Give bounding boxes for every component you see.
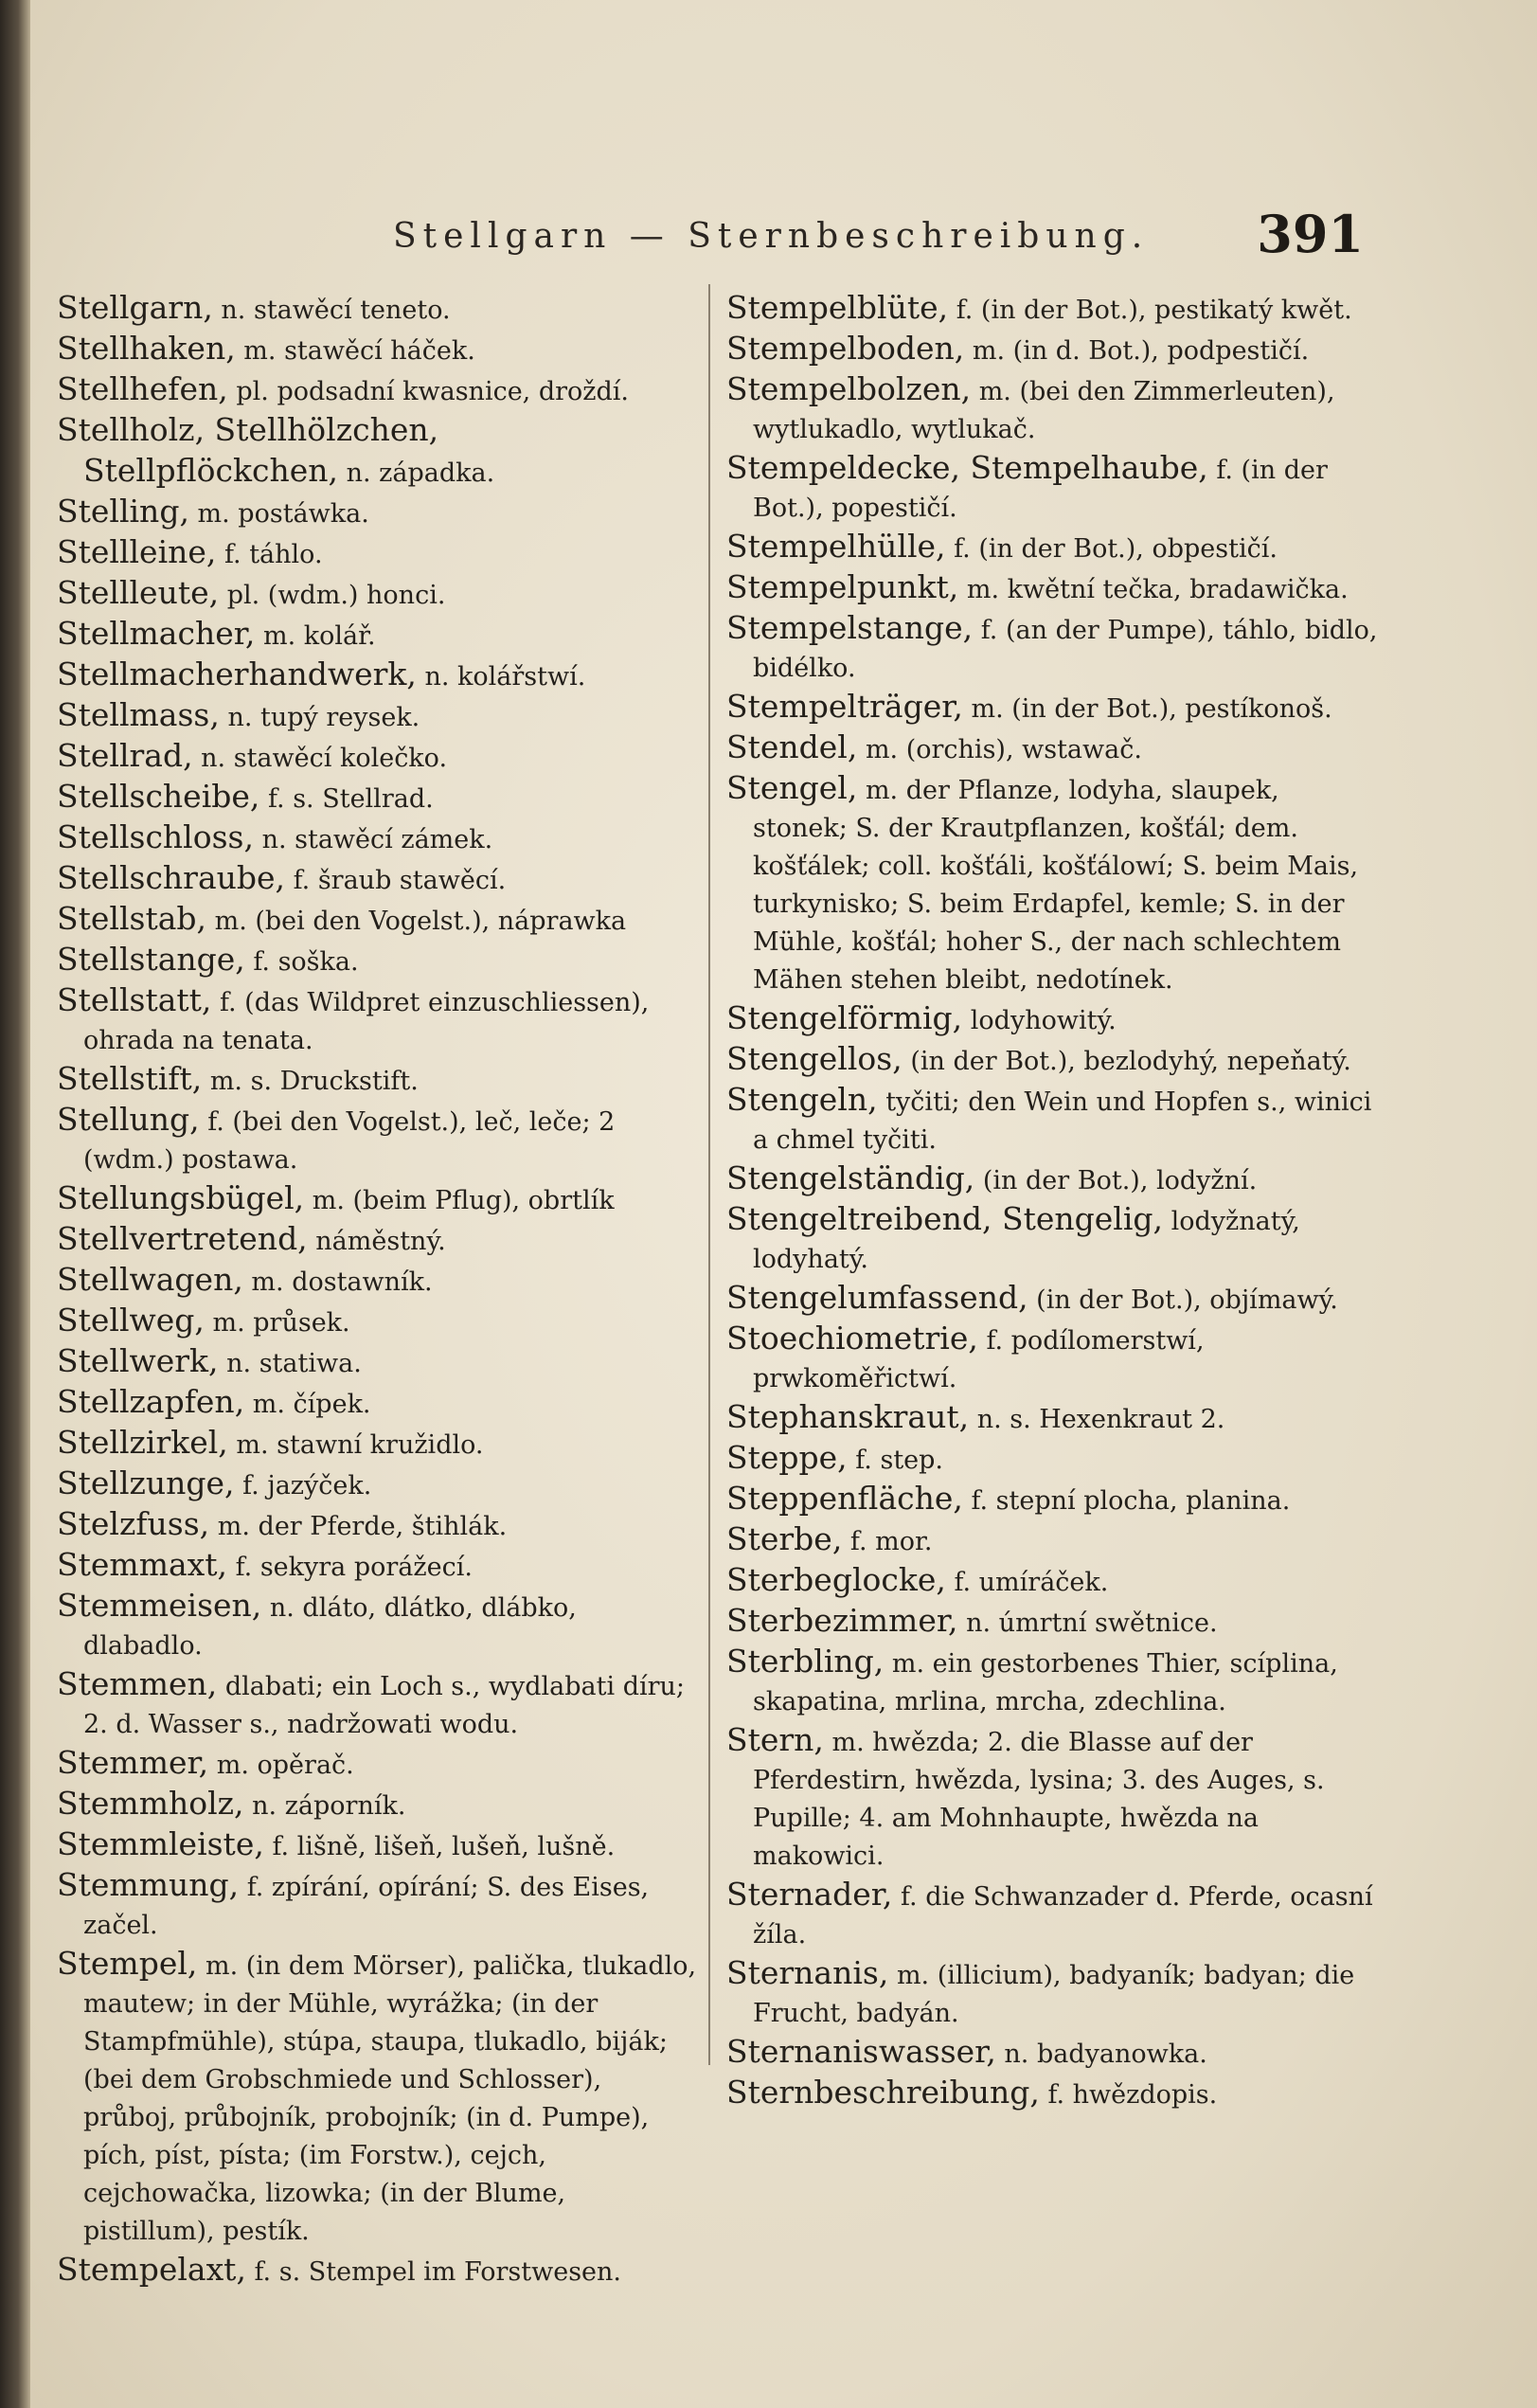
entry-headword: Steppenfläche, xyxy=(726,1480,963,1517)
dictionary-entry xyxy=(726,449,1378,528)
entry-definition: m. postáwka. xyxy=(197,499,369,529)
page-header xyxy=(57,204,1373,270)
dictionary-entry xyxy=(57,1302,701,1342)
entry-headword: Stengeltreibend, Stengelig, xyxy=(726,1200,1164,1237)
entry-headword: Stempelblüte, xyxy=(726,289,949,326)
entry-definition: m. (bei den Vogelst.), náprawka xyxy=(214,907,627,936)
dictionary-entry xyxy=(57,1342,701,1383)
entry-headword: Stellstatt, xyxy=(57,981,212,1018)
entry-headword: Stellmacher, xyxy=(57,615,256,652)
entry-definition: m. kolář. xyxy=(262,621,376,651)
entry-definition: f. podílomerstwí, prwkoměřictwí. xyxy=(753,1326,1205,1393)
entry-headword: Stephanskraut, xyxy=(726,1398,970,1435)
entry-headword: Stempel, xyxy=(57,1945,198,1982)
dictionary-entry xyxy=(726,1040,1378,1081)
entry-definition: f. (in der Bot.), obpestičí. xyxy=(954,534,1278,564)
entry-definition: pl. (wdm.) honci. xyxy=(226,581,446,610)
entry-definition: n. dláto, dlátko, dlábko, dlabadlo. xyxy=(83,1593,577,1661)
entry-definition: f. šraub stawěcí. xyxy=(293,866,507,895)
entry-definition: m. opěrač. xyxy=(216,1751,354,1780)
entry-definition: m. (in der Bot.), pestíkonoš. xyxy=(971,694,1332,724)
running-head: Stellgarn — Sternbeschreibung. xyxy=(393,217,1150,256)
entry-headword: Stellscheibe, xyxy=(57,778,260,815)
entry-definition: f. (in der Bot.), popestičí. xyxy=(753,456,1328,523)
left-column xyxy=(57,289,701,2291)
entry-headword: Stempelträger, xyxy=(726,688,963,725)
entry-headword: Stellwagen, xyxy=(57,1261,243,1298)
dictionary-entry xyxy=(57,1665,701,1744)
entry-definition: f. (bei den Vogelst.), leč, leče; 2 (wdm.) postawa. xyxy=(83,1107,616,1175)
entry-headword: Stemmung, xyxy=(57,1866,240,1903)
right-column xyxy=(726,289,1378,2114)
entry-headword: Stempelstange, xyxy=(726,609,974,646)
entry-headword: Stellholz, Stellhölzchen, Stellpflöckchen, xyxy=(57,411,439,489)
entry-headword: Stellzirkel, xyxy=(57,1424,228,1461)
dictionary-entry xyxy=(57,1383,701,1424)
entry-definition: (in der Bot.), bezlodyhý, nepeňatý. xyxy=(910,1047,1351,1076)
entry-definition: m. kwětní tečka, bradawička. xyxy=(966,575,1349,604)
entry-definition: f. (an der Pumpe), táhlo, bidlo, bidélko. xyxy=(753,616,1378,683)
entry-definition: n. úmrtní swětnice. xyxy=(966,1608,1218,1638)
dictionary-entry xyxy=(57,1945,701,2251)
entry-headword: Stellschraube, xyxy=(57,859,286,896)
dictionary-entry xyxy=(726,568,1378,609)
entry-headword: Stengeln, xyxy=(726,1081,878,1118)
entry-headword: Stendel, xyxy=(726,728,858,765)
entry-definition: m. hwězda; 2. die Blasse auf der Pferdestirn, hwězda, lysina; 3. des Auges, s. Pupille; 4. am Mohnhaupte, hwězda na makowici. xyxy=(753,1728,1325,1871)
dictionary-entry xyxy=(726,528,1378,568)
entry-definition: f. (das Wildpret einzuschliessen), ohrada na tenata. xyxy=(83,988,650,1055)
entry-definition: f. step. xyxy=(855,1446,944,1475)
entry-headword: Stelling, xyxy=(57,493,189,530)
dictionary-entry xyxy=(57,1101,701,1179)
dictionary-entry xyxy=(726,1561,1378,1602)
entry-definition: n. kolářstwí. xyxy=(424,662,586,692)
entry-headword: Stemmholz, xyxy=(57,1785,244,1822)
entry-headword: Stern, xyxy=(726,1721,824,1758)
dictionary-entry xyxy=(726,609,1378,688)
dictionary-entry xyxy=(726,1520,1378,1561)
dictionary-entry xyxy=(57,696,701,737)
entry-definition: (in der Bot.), lodyžní. xyxy=(982,1166,1258,1195)
dictionary-entry xyxy=(57,289,701,330)
page-number: 391 xyxy=(1257,204,1364,264)
dictionary-entry xyxy=(57,411,701,493)
entry-definition: m. der Pferde, štihlák. xyxy=(217,1512,508,1541)
column-divider xyxy=(708,284,710,2065)
entry-headword: Stempelpunkt, xyxy=(726,568,959,605)
entry-definition: f. jazýček. xyxy=(242,1471,372,1501)
entry-definition: m. (beim Pflug), obrtlík xyxy=(312,1186,615,1215)
dictionary-entry xyxy=(57,1825,701,1866)
entry-definition: lodyžnatý, lodyhatý. xyxy=(753,1207,1300,1274)
dictionary-entry xyxy=(726,999,1378,1040)
entry-definition: n. stawěcí zámek. xyxy=(261,825,493,854)
entry-definition: m. stawní kružidlo. xyxy=(236,1430,484,1460)
dictionary-entry xyxy=(57,778,701,818)
entry-definition: n. badyanowka. xyxy=(1004,2040,1207,2069)
entry-definition: f. mor. xyxy=(849,1527,933,1556)
entry-definition: náměstný. xyxy=(315,1227,446,1256)
dictionary-entry xyxy=(57,533,701,574)
entry-definition: m. (bei den Zimmerleuten), wytlukadlo, wytlukač. xyxy=(753,377,1335,444)
entry-headword: Stellvertretend, xyxy=(57,1220,308,1257)
dictionary-entry xyxy=(57,1866,701,1945)
entry-headword: Stempeldecke, Stempelhaube, xyxy=(726,449,1208,486)
entry-definition: n. tupý reysek. xyxy=(227,703,420,732)
entry-headword: Sternader, xyxy=(726,1876,893,1913)
entry-definition: lodyhowitý. xyxy=(970,1006,1117,1035)
entry-definition: n. západka. xyxy=(346,458,495,488)
entry-definition: f. sekyra porážecí. xyxy=(235,1553,473,1582)
entry-headword: Stellmass, xyxy=(57,696,220,733)
entry-headword: Stellleute, xyxy=(57,574,220,611)
entry-definition: m. der Pflanze, lodyha, slaupek, stonek; S. der Krautpflanzen, košťál; dem. košťálek; coll. košťáli, košťálowí; S. beim Mais, turkynisko; S. beim Erdapfel, kemle; S. in der Mühle, košťál; hoher S., der nach schlechtem Mähen stehen bleibt, nedotínek. xyxy=(753,776,1359,995)
entry-definition: m. s. Druckstift. xyxy=(209,1067,419,1096)
dictionary-entry xyxy=(57,941,701,981)
dictionary-entry xyxy=(57,1587,701,1665)
entry-headword: Steppe, xyxy=(726,1439,848,1476)
dictionary-entry xyxy=(726,1602,1378,1643)
entry-headword: Sternaniswasser, xyxy=(726,2033,996,2070)
entry-headword: Sterbling, xyxy=(726,1643,885,1680)
dictionary-entry xyxy=(57,900,701,941)
dictionary-entry xyxy=(726,1398,1378,1439)
entry-definition: tyčiti; den Wein und Hopfen s., winici a chmel tyčiti. xyxy=(753,1087,1372,1155)
entry-definition: n. záporník. xyxy=(252,1791,406,1821)
dictionary-entry xyxy=(726,370,1378,449)
dictionary-entry xyxy=(726,1643,1378,1721)
entry-headword: Stellstab, xyxy=(57,900,206,937)
entry-definition: m. dostawník. xyxy=(251,1267,433,1297)
dictionary-entry xyxy=(726,1320,1378,1398)
entry-headword: Stemmeisen, xyxy=(57,1587,262,1624)
dictionary-entry xyxy=(57,737,701,778)
entry-headword: Stempelhülle, xyxy=(726,528,946,565)
dictionary-entry xyxy=(726,1721,1378,1876)
dictionary-entry xyxy=(57,656,701,696)
entry-definition: f. umíráček. xyxy=(954,1568,1109,1597)
entry-headword: Stellschloss, xyxy=(57,818,254,855)
entry-definition: m. stawěcí háček. xyxy=(243,336,475,366)
entry-headword: Stellstange, xyxy=(57,941,245,978)
entry-headword: Sterbeglocke, xyxy=(726,1561,946,1598)
entry-definition: f. die Schwanzader d. Pferde, ocasní žíla. xyxy=(753,1882,1373,1950)
entry-headword: Stengelständig, xyxy=(726,1159,975,1196)
entry-headword: Stellmacherhandwerk, xyxy=(57,656,417,692)
dictionary-entry xyxy=(57,1261,701,1302)
entry-definition: n. stawěcí kolečko. xyxy=(201,744,448,773)
dictionary-entry xyxy=(57,1220,701,1261)
dictionary-entry xyxy=(726,1081,1378,1159)
entry-definition: m. (orchis), wstawač. xyxy=(865,735,1142,764)
entry-definition: f. (in der Bot.), pestikatý kwět. xyxy=(956,296,1352,325)
entry-definition: n. statiwa. xyxy=(226,1349,362,1378)
dictionary-entry xyxy=(57,1179,701,1220)
entry-headword: Stoechiometrie, xyxy=(726,1320,978,1357)
entry-headword: Stellung, xyxy=(57,1101,200,1138)
entry-headword: Stengellos, xyxy=(726,1040,903,1077)
entry-headword: Stellleine, xyxy=(57,533,217,570)
entry-headword: Sterbezimmer, xyxy=(726,1602,958,1639)
entry-definition: m. (in d. Bot.), podpestičí. xyxy=(972,336,1310,366)
entry-definition: f. táhlo. xyxy=(224,540,323,569)
entry-definition: m. (in dem Mörser), palička, tlukadlo, mautew; in der Mühle, wyrážka; (in der Stampfmühle), stúpa, staupa, tlukadlo, biják; (bei dem Grobschmiede und Schlosser), průboj, průbojník, probojník; (in d. Pumpe), pích, píst, písta; (im Forstw.), cejch, cejchowačka, lizowka; (in der Blume, pistillum), pestík. xyxy=(83,1951,697,2246)
entry-definition: m. (illicium), badyaník; badyan; die Frucht, badyán. xyxy=(753,1961,1355,2028)
dictionary-entry xyxy=(57,1744,701,1785)
dictionary-entry xyxy=(57,493,701,533)
entry-definition: f. s. Stempel im Forstwesen. xyxy=(254,2257,621,2287)
entry-definition: f. zpírání, opírání; S. des Eises, začel. xyxy=(83,1873,650,1940)
book-spine-shadow xyxy=(0,0,30,2408)
dictionary-entry xyxy=(57,370,701,411)
entry-headword: Stempelbolzen, xyxy=(726,370,972,407)
entry-headword: Stemmer, xyxy=(57,1744,209,1781)
dictionary-entry xyxy=(57,1465,701,1505)
dictionary-entry xyxy=(726,1159,1378,1200)
dictionary-entry xyxy=(57,1505,701,1546)
entry-headword: Stemmen, xyxy=(57,1665,218,1702)
dictionary-entry xyxy=(726,1279,1378,1320)
entry-headword: Sterbe, xyxy=(726,1520,843,1557)
entry-headword: Stellgarn, xyxy=(57,289,213,326)
entry-headword: Stengelförmig, xyxy=(726,999,963,1036)
dictionary-entry xyxy=(57,1424,701,1465)
entry-definition: f. soška. xyxy=(253,947,359,977)
dictionary-entry xyxy=(726,1439,1378,1480)
dictionary-entry xyxy=(726,769,1378,999)
entry-definition: m. ein gestorbenes Thier, scíplina, skapatina, mrlina, mrcha, zdechlina. xyxy=(753,1649,1338,1716)
entry-headword: Stempelboden, xyxy=(726,330,965,367)
entry-headword: Stellhaken, xyxy=(57,330,236,367)
dictionary-entry xyxy=(726,1480,1378,1520)
dictionary-entry xyxy=(57,859,701,900)
dictionary-entry xyxy=(726,1876,1378,1954)
entry-headword: Stellhefen, xyxy=(57,370,228,407)
dictionary-entry xyxy=(726,688,1378,728)
entry-definition: pl. podsadní kwasnice, droždí. xyxy=(236,377,630,406)
entry-headword: Sternanis, xyxy=(726,1954,889,1991)
entry-headword: Stemmleiste, xyxy=(57,1825,264,1862)
entry-definition: dlabati; ein Loch s., wydlabati díru; 2. d. Wasser s., nadržowati wodu. xyxy=(83,1672,686,1739)
entry-definition: (in der Bot.), objímawý. xyxy=(1036,1285,1338,1315)
entry-definition: f. hwězdopis. xyxy=(1047,2080,1218,2110)
entry-headword: Stengelumfassend, xyxy=(726,1279,1028,1316)
dictionary-entry xyxy=(726,1200,1378,1279)
entry-definition: f. stepní plocha, planina. xyxy=(971,1486,1291,1516)
dictionary-entry xyxy=(726,330,1378,370)
entry-headword: Stellweg, xyxy=(57,1302,205,1339)
entry-headword: Sternbeschreibung, xyxy=(726,2074,1040,2111)
dictionary-entry xyxy=(726,2033,1378,2074)
entry-headword: Stellzapfen, xyxy=(57,1383,245,1420)
dictionary-entry xyxy=(57,2251,701,2291)
entry-definition: n. stawěcí teneto. xyxy=(221,296,451,325)
dictionary-entry xyxy=(726,2074,1378,2114)
dictionary-entry xyxy=(57,574,701,615)
dictionary-entry xyxy=(57,330,701,370)
entry-headword: Stempelaxt, xyxy=(57,2251,246,2288)
entry-headword: Stellzunge, xyxy=(57,1465,235,1501)
dictionary-entry xyxy=(57,981,701,1060)
dictionary-entry xyxy=(57,1060,701,1101)
dictionary-entry xyxy=(726,728,1378,769)
entry-headword: Stengel, xyxy=(726,769,858,806)
dictionary-entry xyxy=(57,1546,701,1587)
dictionary-entry xyxy=(57,1785,701,1825)
entry-definition: f. lišně, lišeň, lušeň, lušně. xyxy=(272,1832,616,1861)
entry-headword: Stellwerk, xyxy=(57,1342,219,1379)
entry-definition: n. s. Hexenkraut 2. xyxy=(976,1405,1225,1434)
entry-definition: f. s. Stellrad. xyxy=(268,784,434,814)
entry-definition: m. průsek. xyxy=(212,1308,350,1338)
dictionary-entry xyxy=(57,615,701,656)
dictionary-entry xyxy=(726,289,1378,330)
entry-headword: Stelzfuss, xyxy=(57,1505,210,1542)
entry-headword: Stemmaxt, xyxy=(57,1546,228,1583)
entry-headword: Stellungsbügel, xyxy=(57,1179,305,1216)
entry-definition: m. čípek. xyxy=(252,1390,371,1419)
dictionary-entry xyxy=(726,1954,1378,2033)
dictionary-entry xyxy=(57,818,701,859)
entry-headword: Stellstift, xyxy=(57,1060,203,1097)
entry-headword: Stellrad, xyxy=(57,737,193,774)
